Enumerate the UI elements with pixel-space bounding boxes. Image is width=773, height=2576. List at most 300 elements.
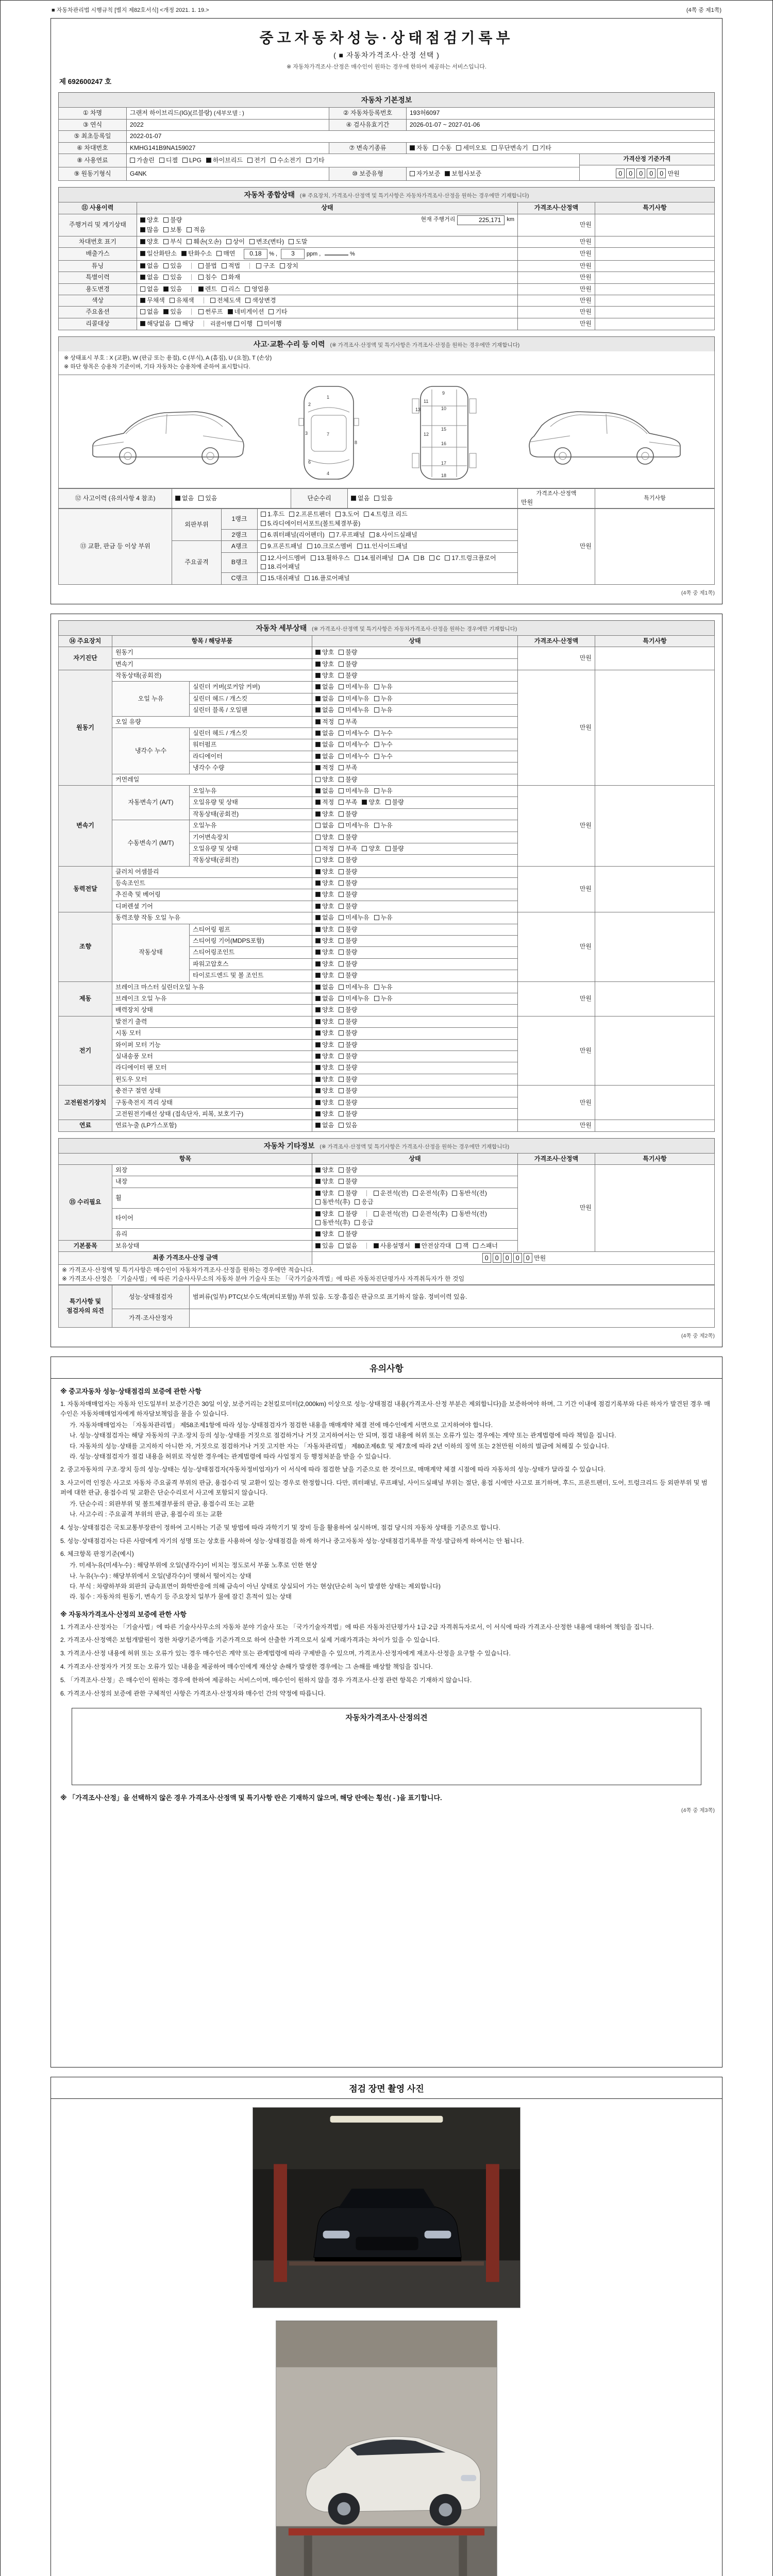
checkbox-option[interactable] — [374, 1189, 408, 1198]
checkbox-unchecked[interactable] — [339, 1111, 344, 1116]
checkbox-checked[interactable] — [228, 309, 233, 314]
checkbox-option[interactable] — [198, 273, 217, 282]
checkbox-unchecked[interactable] — [374, 1191, 379, 1196]
checkbox-checked[interactable] — [315, 754, 321, 759]
checkbox-option[interactable] — [315, 810, 334, 819]
checkbox-unchecked[interactable] — [362, 846, 367, 851]
checkbox-option[interactable] — [355, 1218, 373, 1227]
checkbox-checked[interactable] — [140, 321, 145, 326]
checkbox-unchecked[interactable] — [339, 1123, 344, 1128]
checkbox-unchecked[interactable] — [374, 684, 379, 689]
checkbox-option[interactable] — [315, 1177, 334, 1186]
checkbox-option[interactable] — [315, 1218, 350, 1227]
checkbox-option[interactable] — [339, 740, 369, 749]
checkbox-unchecked[interactable] — [339, 731, 344, 736]
checkbox-option[interactable] — [385, 798, 404, 807]
checkbox-option[interactable] — [339, 718, 357, 726]
checkbox-unchecked[interactable] — [257, 321, 262, 326]
checkbox-option[interactable] — [374, 706, 393, 715]
checkbox-checked[interactable] — [315, 765, 321, 770]
amount-digit-box[interactable]: 0 — [493, 1253, 501, 1263]
checkbox-unchecked[interactable] — [198, 496, 204, 501]
checkbox-unchecked[interactable] — [429, 555, 434, 561]
checkbox-checked[interactable] — [140, 275, 145, 280]
checkbox-unchecked[interactable] — [339, 1100, 344, 1105]
checkbox-option[interactable] — [222, 273, 240, 282]
checkbox-option[interactable] — [410, 144, 428, 152]
checkbox-option[interactable] — [339, 694, 369, 703]
checkbox-option[interactable] — [339, 1063, 357, 1072]
checkbox-option[interactable] — [339, 833, 357, 842]
checkbox-unchecked[interactable] — [339, 961, 344, 967]
checkbox-option[interactable] — [130, 156, 155, 165]
checkbox-option[interactable] — [315, 718, 334, 726]
checkbox-checked[interactable] — [315, 673, 321, 678]
checkbox-unchecked[interactable] — [374, 742, 379, 747]
checkbox-checked[interactable] — [175, 496, 180, 501]
amount-digit-box[interactable]: 0 — [657, 168, 666, 178]
checkbox-unchecked[interactable] — [315, 823, 321, 828]
checkbox-option[interactable] — [339, 879, 357, 888]
checkbox-option[interactable] — [315, 1006, 334, 1014]
checkbox-unchecked[interactable] — [163, 263, 169, 268]
first-registration-value[interactable]: 2022-01-07 — [127, 131, 715, 142]
checkbox-option[interactable] — [315, 1018, 334, 1026]
checkbox-option[interactable] — [410, 170, 440, 178]
checkbox-unchecked[interactable] — [261, 532, 266, 537]
checkbox-option[interactable] — [210, 296, 241, 305]
inspection-period-value[interactable]: 2026-01-07 ~ 2027-01-06 — [407, 119, 715, 130]
checkbox-option[interactable] — [339, 729, 369, 738]
checkbox-unchecked[interactable] — [339, 1179, 344, 1184]
checkbox-option[interactable] — [245, 285, 270, 294]
checkbox-checked[interactable] — [315, 696, 321, 701]
checkbox-checked[interactable] — [315, 1211, 321, 1216]
checkbox-option[interactable] — [339, 937, 357, 945]
checkbox-checked[interactable] — [315, 1007, 321, 1012]
checkbox-checked[interactable] — [315, 869, 321, 874]
checkbox-checked[interactable] — [315, 684, 321, 689]
checkbox-checked[interactable] — [445, 171, 450, 176]
checkbox-checked[interactable] — [410, 145, 415, 150]
checkbox-unchecked[interactable] — [315, 835, 321, 840]
checkbox-unchecked[interactable] — [198, 309, 204, 314]
checkbox-unchecked[interactable] — [289, 239, 294, 244]
checkbox-unchecked[interactable] — [339, 1054, 344, 1059]
checkbox-unchecked[interactable] — [335, 512, 341, 517]
checkbox-unchecked[interactable] — [355, 1199, 360, 1205]
checkbox-unchecked[interactable] — [210, 298, 215, 303]
checkbox-checked[interactable] — [315, 811, 321, 817]
current-mileage-value[interactable]: 225,171 — [457, 215, 505, 225]
checkbox-unchecked[interactable] — [339, 927, 344, 932]
checkbox-option[interactable] — [315, 983, 334, 992]
checkbox-unchecked[interactable] — [261, 544, 266, 549]
reg-no-value[interactable]: 193허6097 — [407, 108, 715, 120]
checkbox-unchecked[interactable] — [187, 239, 192, 244]
checkbox-option[interactable] — [256, 262, 275, 270]
amount-digit-box[interactable]: 0 — [636, 168, 645, 178]
checkbox-unchecked[interactable] — [339, 765, 344, 770]
checkbox-option[interactable] — [315, 1075, 334, 1084]
checkbox-unchecked[interactable] — [339, 1019, 344, 1024]
checkbox-option[interactable] — [315, 764, 334, 772]
checkbox-unchecked[interactable] — [456, 145, 461, 150]
checkbox-option[interactable] — [315, 1189, 334, 1198]
checkbox-checked[interactable] — [315, 788, 321, 793]
checkbox-unchecked[interactable] — [374, 1211, 379, 1216]
checkbox-option[interactable] — [339, 648, 357, 657]
checkbox-option[interactable] — [315, 660, 334, 669]
checkbox-unchecked[interactable] — [339, 973, 344, 978]
checkbox-option[interactable] — [140, 262, 159, 270]
checkbox-option[interactable] — [261, 510, 284, 519]
checkbox-unchecked[interactable] — [261, 564, 266, 569]
checkbox-checked[interactable] — [362, 800, 367, 805]
checkbox-checked[interactable] — [315, 880, 321, 886]
checkbox-checked[interactable] — [315, 707, 321, 713]
checkbox-option[interactable] — [315, 821, 334, 830]
checkbox-checked[interactable] — [315, 938, 321, 943]
checkbox-checked[interactable] — [140, 298, 145, 303]
checkbox-option[interactable] — [216, 249, 235, 258]
checkbox-option[interactable] — [247, 156, 266, 165]
checkbox-option[interactable] — [315, 925, 334, 934]
checkbox-option[interactable] — [315, 960, 334, 969]
checkbox-unchecked[interactable] — [234, 321, 239, 326]
checkbox-unchecked[interactable] — [222, 286, 227, 292]
checkbox-unchecked[interactable] — [339, 788, 344, 793]
checkbox-option[interactable] — [315, 1242, 334, 1250]
checkbox-checked[interactable] — [315, 1088, 321, 1093]
checkbox-unchecked[interactable] — [339, 800, 344, 805]
emission-smoke-value[interactable] — [325, 255, 348, 256]
checkbox-unchecked[interactable] — [140, 309, 145, 314]
checkbox-unchecked[interactable] — [355, 1220, 360, 1225]
checkbox-checked[interactable] — [140, 239, 145, 244]
checkbox-unchecked[interactable] — [339, 938, 344, 943]
checkbox-option[interactable] — [163, 285, 182, 294]
checkbox-unchecked[interactable] — [175, 321, 180, 326]
performance-inspector-opinion[interactable]: 범퍼류(일부) PTC(보수도색(퍼티포함)) 부위 있음. 도장·흠집은 판금으로 표기하지 않음. 정비이력 있음. — [190, 1285, 715, 1309]
checkbox-checked[interactable] — [315, 1167, 321, 1173]
checkbox-checked[interactable] — [315, 961, 321, 967]
checkbox-unchecked[interactable] — [339, 684, 344, 689]
checkbox-unchecked[interactable] — [339, 1007, 344, 1012]
emission-co-value[interactable]: 0.18 — [244, 249, 267, 259]
checkbox-checked[interactable] — [163, 286, 169, 292]
checkbox-unchecked[interactable] — [339, 1167, 344, 1173]
checkbox-option[interactable] — [335, 510, 359, 519]
checkbox-option[interactable] — [456, 1242, 469, 1250]
checkbox-option[interactable] — [315, 971, 334, 980]
checkbox-option[interactable] — [226, 238, 245, 246]
checkbox-option[interactable] — [339, 890, 357, 899]
checkbox-unchecked[interactable] — [226, 239, 231, 244]
checkbox-unchecked[interactable] — [198, 263, 204, 268]
checkbox-unchecked[interactable] — [187, 227, 192, 232]
checkbox-option[interactable] — [315, 1230, 334, 1239]
checkbox-option[interactable] — [307, 542, 352, 551]
checkbox-option[interactable] — [315, 1166, 334, 1175]
checkbox-unchecked[interactable] — [533, 145, 538, 150]
checkbox-option[interactable] — [315, 937, 334, 945]
checkbox-option[interactable] — [339, 1006, 357, 1014]
checkbox-unchecked[interactable] — [315, 1220, 321, 1225]
checkbox-option[interactable] — [339, 1075, 357, 1084]
checkbox-option[interactable] — [339, 844, 357, 853]
checkbox-option[interactable] — [315, 740, 334, 749]
checkbox-unchecked[interactable] — [289, 512, 294, 517]
checkbox-unchecked[interactable] — [261, 555, 266, 561]
checkbox-unchecked[interactable] — [339, 1077, 344, 1082]
checkbox-option[interactable] — [374, 740, 393, 749]
checkbox-unchecked[interactable] — [216, 251, 222, 256]
checkbox-unchecked[interactable] — [339, 650, 344, 655]
checkbox-unchecked[interactable] — [159, 158, 164, 163]
checkbox-checked[interactable] — [315, 800, 321, 805]
checkbox-checked[interactable] — [140, 227, 145, 232]
checkbox-option[interactable] — [429, 554, 441, 563]
checkbox-unchecked[interactable] — [339, 915, 344, 920]
price-appraiser-opinion[interactable] — [190, 1309, 715, 1328]
checkbox-option[interactable] — [170, 296, 194, 305]
checkbox-option[interactable] — [339, 798, 357, 807]
checkbox-unchecked[interactable] — [315, 857, 321, 862]
checkbox-checked[interactable] — [315, 1042, 321, 1047]
checkbox-option[interactable] — [280, 262, 298, 270]
checkbox-checked[interactable] — [315, 662, 321, 667]
checkbox-option[interactable] — [222, 285, 240, 294]
checkbox-unchecked[interactable] — [374, 996, 379, 1001]
checkbox-checked[interactable] — [315, 1019, 321, 1024]
car-name-value[interactable]: 그랜저 하이브리드(IG)(르블랑) (세부모델 : ) — [127, 108, 329, 120]
checkbox-option[interactable] — [315, 1110, 334, 1118]
checkbox-option[interactable] — [339, 821, 369, 830]
checkbox-option[interactable] — [261, 542, 303, 551]
checkbox-checked[interactable] — [315, 950, 321, 955]
checkbox-option[interactable] — [374, 752, 393, 761]
checkbox-unchecked[interactable] — [339, 1231, 344, 1236]
checkbox-option[interactable] — [452, 1189, 486, 1198]
checkbox-option[interactable] — [181, 249, 212, 258]
checkbox-option[interactable] — [187, 226, 205, 234]
checkbox-unchecked[interactable] — [261, 512, 266, 517]
checkbox-option[interactable] — [339, 948, 357, 957]
checkbox-unchecked[interactable] — [339, 857, 344, 862]
checkbox-checked[interactable] — [198, 286, 204, 292]
checkbox-option[interactable] — [140, 296, 165, 305]
checkbox-unchecked[interactable] — [339, 662, 344, 667]
checkbox-unchecked[interactable] — [163, 275, 169, 280]
checkbox-option[interactable] — [374, 983, 393, 992]
checkbox-option[interactable] — [222, 262, 240, 270]
checkbox-unchecked[interactable] — [306, 158, 311, 163]
checkbox-option[interactable] — [339, 775, 357, 784]
checkbox-unchecked[interactable] — [315, 777, 321, 782]
checkbox-option[interactable] — [339, 671, 357, 680]
checkbox-unchecked[interactable] — [339, 823, 344, 828]
engine-type-value[interactable]: G4NK — [127, 167, 329, 181]
checkbox-unchecked[interactable] — [452, 1191, 457, 1196]
checkbox-unchecked[interactable] — [339, 754, 344, 759]
checkbox-unchecked[interactable] — [364, 512, 369, 517]
checkbox-unchecked[interactable] — [374, 788, 379, 793]
checkbox-option[interactable] — [369, 531, 417, 539]
checkbox-checked[interactable] — [315, 1191, 321, 1196]
checkbox-option[interactable] — [315, 868, 334, 876]
checkbox-option[interactable] — [140, 273, 159, 282]
checkbox-option[interactable] — [414, 554, 425, 563]
checkbox-option[interactable] — [433, 144, 451, 152]
checkbox-option[interactable] — [140, 249, 177, 258]
checkbox-option[interactable] — [261, 563, 300, 571]
checkbox-unchecked[interactable] — [261, 575, 266, 581]
checkbox-option[interactable] — [289, 238, 307, 246]
checkbox-option[interactable] — [351, 494, 369, 503]
checkbox-option[interactable] — [355, 1198, 373, 1207]
checkbox-unchecked[interactable] — [433, 145, 438, 150]
checkbox-unchecked[interactable] — [374, 985, 379, 990]
checkbox-unchecked[interactable] — [452, 1211, 457, 1216]
checkbox-unchecked[interactable] — [398, 555, 404, 561]
checkbox-option[interactable] — [374, 683, 393, 691]
checkbox-option[interactable] — [315, 787, 334, 795]
checkbox-unchecked[interactable] — [374, 915, 379, 920]
checkbox-option[interactable] — [268, 308, 287, 316]
checkbox-unchecked[interactable] — [140, 286, 145, 292]
checkbox-checked[interactable] — [181, 251, 187, 256]
checkbox-option[interactable] — [187, 238, 221, 246]
checkbox-option[interactable] — [374, 787, 393, 795]
checkbox-checked[interactable] — [315, 1100, 321, 1105]
checkbox-checked[interactable] — [374, 1243, 379, 1248]
checkbox-checked[interactable] — [315, 915, 321, 920]
checkbox-unchecked[interactable] — [163, 239, 169, 244]
checkbox-option[interactable] — [261, 531, 325, 539]
checkbox-checked[interactable] — [315, 985, 321, 990]
checkbox-option[interactable] — [163, 226, 182, 234]
checkbox-option[interactable] — [533, 144, 551, 152]
checkbox-option[interactable] — [175, 319, 194, 328]
checkbox-option[interactable] — [374, 494, 393, 503]
checkbox-unchecked[interactable] — [414, 555, 419, 561]
checkbox-option[interactable] — [159, 156, 178, 165]
checkbox-option[interactable] — [315, 683, 334, 691]
checkbox-option[interactable] — [339, 1098, 357, 1107]
checkbox-unchecked[interactable] — [339, 996, 344, 1001]
checkbox-unchecked[interactable] — [247, 158, 253, 163]
checkbox-checked[interactable] — [315, 650, 321, 655]
checkbox-option[interactable] — [198, 262, 217, 270]
checkbox-option[interactable] — [339, 913, 369, 922]
checkbox-option[interactable] — [339, 706, 369, 715]
checkbox-unchecked[interactable] — [339, 835, 344, 840]
checkbox-unchecked[interactable] — [222, 275, 227, 280]
checkbox-unchecked[interactable] — [339, 1042, 344, 1047]
checkbox-option[interactable] — [315, 694, 334, 703]
checkbox-unchecked[interactable] — [357, 544, 362, 549]
model-year-value[interactable]: 2022 — [127, 119, 329, 130]
checkbox-option[interactable] — [140, 216, 159, 225]
checkbox-option[interactable] — [163, 238, 182, 246]
checkbox-checked[interactable] — [315, 927, 321, 932]
checkbox-option[interactable] — [311, 554, 350, 563]
checkbox-unchecked[interactable] — [249, 239, 255, 244]
checkbox-unchecked[interactable] — [329, 532, 334, 537]
checkbox-unchecked[interactable] — [198, 275, 204, 280]
amount-digit-box[interactable]: 0 — [647, 168, 656, 178]
checkbox-unchecked[interactable] — [339, 904, 344, 909]
checkbox-option[interactable] — [339, 983, 369, 992]
checkbox-checked[interactable] — [351, 496, 356, 501]
checkbox-option[interactable] — [329, 531, 365, 539]
checkbox-checked[interactable] — [315, 1065, 321, 1070]
checkbox-option[interactable] — [315, 844, 334, 853]
checkbox-option[interactable] — [492, 144, 528, 152]
checkbox-option[interactable] — [315, 879, 334, 888]
checkbox-option[interactable] — [234, 319, 253, 328]
checkbox-option[interactable] — [163, 308, 182, 316]
checkbox-option[interactable] — [473, 1242, 498, 1250]
checkbox-option[interactable] — [315, 1087, 334, 1095]
checkbox-option[interactable] — [339, 1230, 357, 1239]
checkbox-option[interactable] — [315, 902, 334, 911]
checkbox-option[interactable] — [305, 574, 350, 583]
checkbox-checked[interactable] — [315, 719, 321, 724]
checkbox-option[interactable] — [364, 510, 407, 519]
checkbox-unchecked[interactable] — [339, 869, 344, 874]
amount-digit-box[interactable]: 0 — [524, 1253, 532, 1263]
checkbox-unchecked[interactable] — [339, 880, 344, 886]
checkbox-option[interactable] — [339, 1177, 357, 1186]
checkbox-option[interactable] — [339, 1242, 357, 1250]
checkbox-checked[interactable] — [315, 742, 321, 747]
checkbox-checked[interactable] — [315, 892, 321, 897]
checkbox-option[interactable] — [315, 890, 334, 899]
checkbox-checked[interactable] — [315, 1123, 321, 1128]
checkbox-option[interactable] — [339, 971, 357, 980]
checkbox-option[interactable] — [315, 948, 334, 957]
checkbox-unchecked[interactable] — [473, 1243, 478, 1248]
checkbox-option[interactable] — [339, 764, 357, 772]
checkbox-option[interactable] — [315, 648, 334, 657]
checkbox-checked[interactable] — [140, 263, 145, 268]
checkbox-unchecked[interactable] — [130, 158, 135, 163]
checkbox-option[interactable] — [415, 1242, 451, 1250]
checkbox-unchecked[interactable] — [410, 171, 415, 176]
checkbox-unchecked[interactable] — [271, 158, 276, 163]
checkbox-checked[interactable] — [315, 1030, 321, 1036]
vin-value[interactable]: KMHG141B9NA159027 — [127, 142, 329, 154]
checkbox-unchecked[interactable] — [339, 777, 344, 782]
checkbox-unchecked[interactable] — [339, 892, 344, 897]
checkbox-unchecked[interactable] — [339, 1211, 344, 1216]
checkbox-option[interactable] — [339, 1018, 357, 1026]
checkbox-option[interactable] — [315, 1121, 334, 1130]
checkbox-unchecked[interactable] — [311, 555, 316, 561]
checkbox-unchecked[interactable] — [385, 846, 391, 851]
checkbox-option[interactable] — [315, 706, 334, 715]
checkbox-option[interactable] — [339, 1189, 357, 1198]
checkbox-unchecked[interactable] — [492, 145, 497, 150]
checkbox-unchecked[interactable] — [339, 707, 344, 713]
checkbox-option[interactable] — [374, 994, 393, 1003]
checkbox-unchecked[interactable] — [245, 286, 250, 292]
checkbox-unchecked[interactable] — [163, 217, 169, 223]
checkbox-option[interactable] — [306, 156, 325, 165]
checkbox-option[interactable] — [374, 913, 393, 922]
